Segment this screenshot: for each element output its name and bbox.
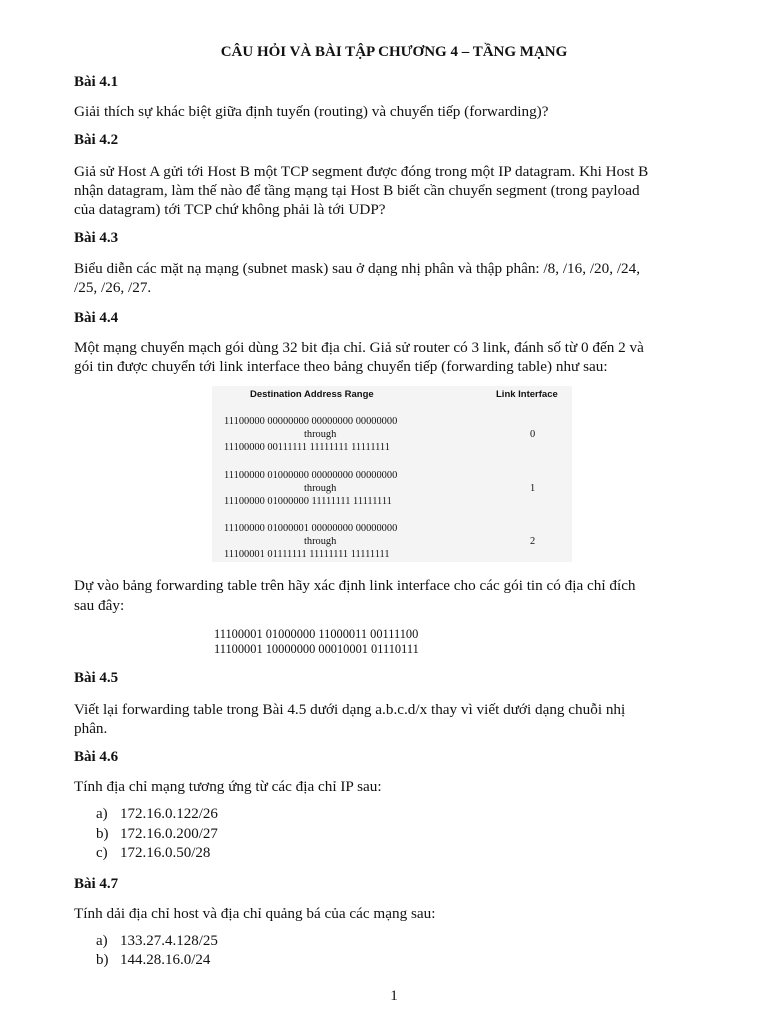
- exercise-4-4-question-line-1: Dự vào bảng forwarding table trên hãy xác định link interface cho các gói tin có địa chỉ đích: [74, 577, 636, 594]
- list-item-label: c): [96, 845, 108, 861]
- table-row-0-link: 0: [530, 429, 536, 440]
- table-row-1-to: 11100000 01000000 11111111 11111111: [224, 496, 392, 507]
- table-row-1-from: 11100000 01000000 00000000 00000000: [224, 470, 398, 481]
- exercise-4-2-line-1: Giả sử Host A gửi tới Host B một TCP segment được đóng trong một IP datagram. Khi Host B: [74, 163, 649, 180]
- exercise-4-2-line-3: của datagram) tới TCP chứ không phải là tới UDP?: [74, 201, 386, 218]
- list-item: [96, 952, 210, 969]
- exercise-4-4-question-line-2: sau đây:: [74, 597, 125, 614]
- exercise-4-6-text: Tính địa chỉ mạng tương ứng từ các địa chỉ IP sau:: [74, 778, 382, 795]
- list-item-value: 172.16.0.50/28: [120, 845, 211, 861]
- exercise-4-7-heading: Bài 4.7: [74, 876, 119, 892]
- table-row-0-from: 11100000 00000000 00000000 00000000: [224, 416, 398, 427]
- list-item-value: 172.16.0.200/27: [120, 826, 218, 842]
- table-row-2-to: 11100001 01111111 11111111 11111111: [224, 549, 390, 560]
- destination-address-1: 11100001 01000000 11000011 00111100: [214, 627, 419, 641]
- exercise-4-2-heading: Bài 4.2: [74, 132, 119, 148]
- table-row-0-through: through: [304, 429, 337, 440]
- list-item: [96, 806, 218, 823]
- document-title: CÂU HỎI VÀ BÀI TẬP CHƯƠNG 4 – TẦNG MẠNG: [220, 44, 568, 60]
- table-row-1-link: 1: [530, 483, 536, 494]
- list-item-label: a): [96, 806, 108, 822]
- list-item: [96, 933, 218, 950]
- exercise-4-3-line-1: Biểu diễn các mặt nạ mạng (subnet mask) sau ở dạng nhị phân và thập phân: /8, /16, /20, /24,: [74, 260, 641, 277]
- exercise-4-5-heading: Bài 4.5: [74, 670, 119, 686]
- list-item-label: b): [96, 826, 109, 842]
- table-row-1-through: through: [304, 483, 337, 494]
- exercise-4-3-line-2: /25, /26, /27.: [74, 279, 152, 296]
- destination-address-2: 11100001 10000000 00010001 01110111: [214, 642, 419, 656]
- table-row-2-link: 2: [530, 536, 536, 547]
- list-item-label: b): [96, 952, 109, 968]
- page-number: 1: [390, 988, 398, 1004]
- table-row-0-to: 11100000 00111111 11111111 11111111: [224, 442, 390, 453]
- forwarding-table-figure: [212, 386, 572, 562]
- list-item-value: 133.27.4.128/25: [120, 933, 218, 949]
- exercise-4-5-line-1: Viết lại forwarding table trong Bài 4.5 dưới dạng a.b.c.d/x thay vì viết dưới dạng chuỗi nhị: [74, 701, 626, 718]
- exercise-4-1-heading: Bài 4.1: [74, 74, 119, 90]
- exercise-4-1-text: Giải thích sự khác biệt giữa định tuyến (routing) và chuyển tiếp (forwarding)?: [74, 103, 549, 120]
- table-row-2-through: through: [304, 536, 337, 547]
- list-item-value: 144.28.16.0/24: [120, 952, 211, 968]
- list-item: [96, 845, 210, 862]
- exercise-4-4-line-2: gói tin được chuyển tới link interface theo bảng chuyển tiếp (forwarding table) như sau:: [74, 358, 608, 375]
- exercise-4-6-heading: Bài 4.6: [74, 749, 119, 765]
- table-row-2-from: 11100000 01000001 00000000 00000000: [224, 523, 398, 534]
- exercise-4-5-line-2: phân.: [74, 720, 108, 737]
- exercise-4-7-text: Tính dải địa chỉ host và địa chỉ quảng bá của các mạng sau:: [74, 905, 436, 922]
- exercise-4-4-heading: Bài 4.4: [74, 310, 119, 326]
- list-item-label: a): [96, 933, 108, 949]
- exercise-4-3-heading: Bài 4.3: [74, 230, 119, 246]
- table-header-link-interface: Link Interface: [496, 389, 558, 400]
- exercise-4-4-line-1: Một mạng chuyển mạch gói dùng 32 bit địa chỉ. Giả sử router có 3 link, đánh số từ 0 đến 2 và: [74, 339, 644, 356]
- list-item-value: 172.16.0.122/26: [120, 806, 218, 822]
- exercise-4-2-line-2: nhận datagram, làm thế nào để tầng mạng tại Host B biết cần chuyển segment (trong payload: [74, 182, 640, 199]
- table-header-destination-range: Destination Address Range: [250, 389, 374, 400]
- list-item: [96, 826, 218, 843]
